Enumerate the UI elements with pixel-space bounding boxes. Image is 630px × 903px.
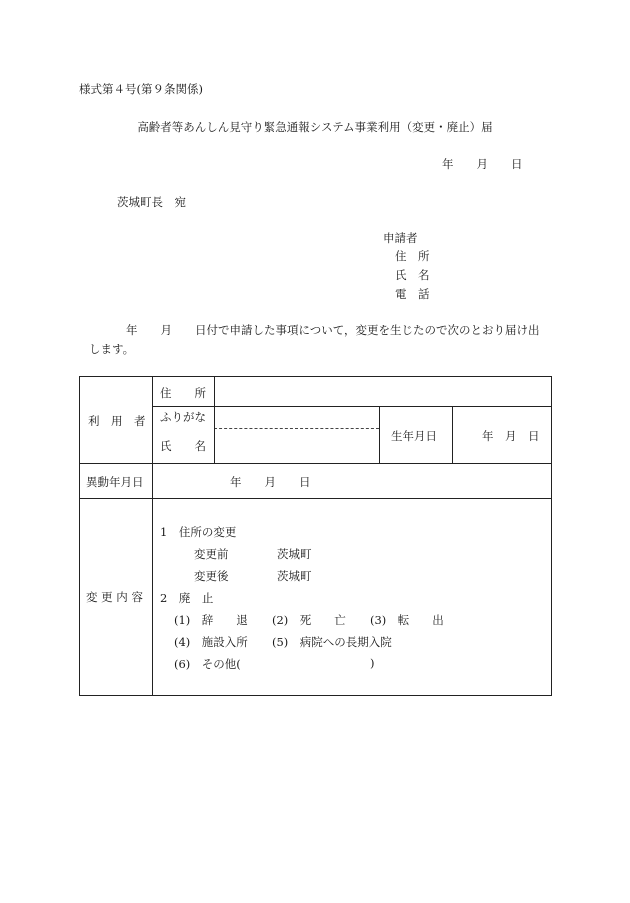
option-other[interactable]: (6) その他( [174, 657, 241, 671]
user-name-label: 氏 名 [160, 439, 206, 453]
user-address-label: 住 所 [160, 386, 206, 400]
before-label: 変更前 [194, 547, 229, 561]
applicant-phone-label: 電 話 [395, 287, 430, 301]
change-content-label: 変 更 内 容 [86, 590, 143, 604]
change-date-label: 異動年月日 [86, 475, 144, 489]
birthdate-value[interactable]: 年 月 日 [482, 429, 540, 443]
user-label: 利 用 者 [88, 414, 146, 428]
after-label: 変更後 [194, 569, 229, 583]
option-move-out[interactable]: (3) 転 出 [370, 613, 444, 627]
divider [452, 406, 453, 463]
change-date-value[interactable]: 年 月 日 [230, 475, 311, 489]
applicant-address-label: 住 所 [395, 249, 430, 263]
submission-date: 年 月 日 [442, 157, 523, 171]
birthdate-label: 生年月日 [391, 429, 437, 443]
applicant-name-label: 氏 名 [395, 268, 430, 282]
option-death[interactable]: (2) 死 亡 [272, 613, 346, 627]
furigana-label: ふりがな [160, 410, 206, 424]
divider [80, 463, 551, 464]
after-town: 茨城町 [277, 569, 312, 583]
option-hospital[interactable]: (5) 病院への長期入院 [272, 635, 392, 649]
form-table [79, 376, 552, 696]
option-other-close: ) [370, 656, 375, 670]
page-title: 高齢者等あんしん見守り緊急通報システム事業利用（変更・廃止）届 [137, 120, 493, 134]
before-town: 茨城町 [277, 547, 312, 561]
intro-line-2: します。 [89, 342, 135, 356]
divider [80, 498, 551, 499]
divider [379, 406, 380, 463]
form-number: 様式第４号(第９条関係) [79, 82, 203, 96]
divider [152, 377, 153, 696]
address-field[interactable] [215, 378, 551, 405]
option-facility[interactable]: (4) 施設入所 [174, 635, 248, 649]
applicant-label: 申請者 [383, 231, 418, 245]
option-withdrawal[interactable]: (1) 辞 退 [174, 613, 248, 627]
abolish-item: 2 廃 止 [160, 591, 214, 605]
intro-line-1: 年 月 日付で申請した事項について，変更を生じたので次のとおり届け出 [126, 323, 540, 337]
address-change-item: 1 住所の変更 [160, 525, 237, 539]
addressee: 茨城町長 宛 [117, 195, 186, 209]
furigana-field[interactable] [215, 407, 378, 427]
name-field[interactable] [215, 429, 378, 462]
